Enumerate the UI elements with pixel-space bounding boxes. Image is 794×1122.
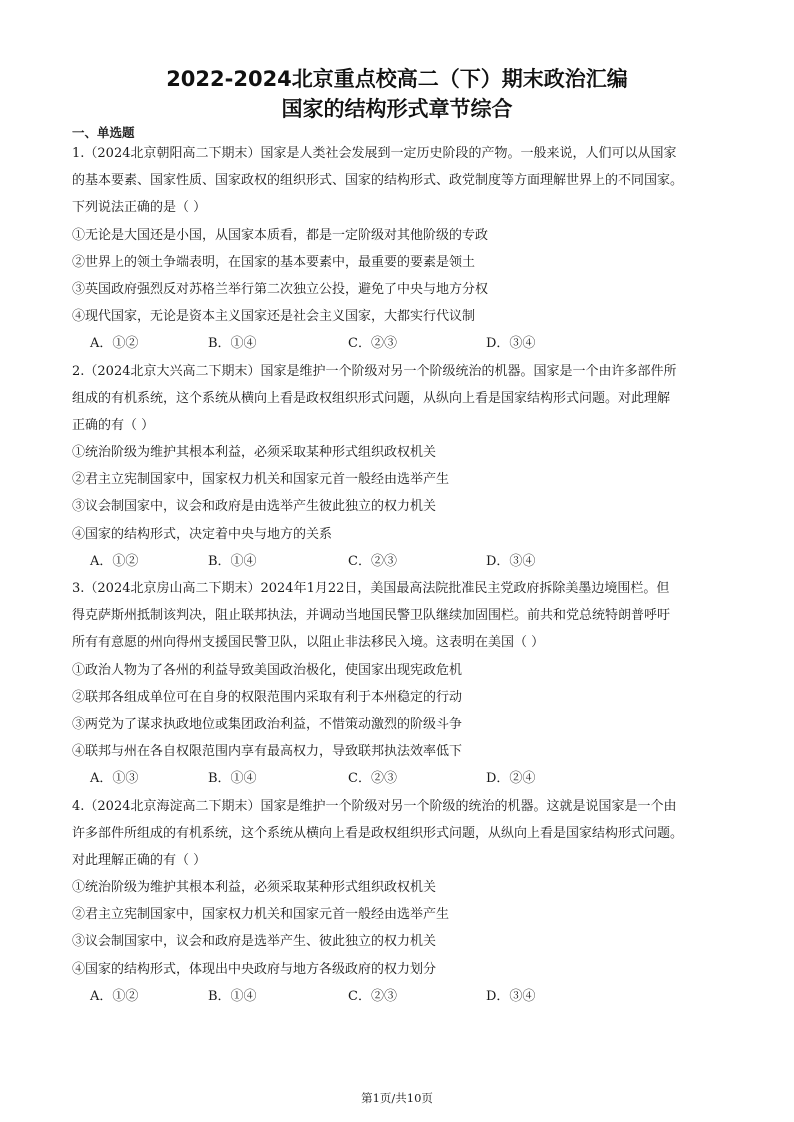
option-b[interactable]: B．①④ xyxy=(208,771,257,787)
statement-2: ②联邦各组成单位可在自身的权限范围内采取有利于本州稳定的行动 xyxy=(72,689,463,705)
option-a[interactable]: A．①② xyxy=(90,336,139,352)
option-d[interactable]: D．③④ xyxy=(486,553,536,569)
answer-options xyxy=(72,765,724,792)
option-c[interactable]: C．②③ xyxy=(348,336,397,352)
question-1 xyxy=(72,140,724,358)
option-c[interactable]: C．②③ xyxy=(348,988,397,1004)
statement-4: ④国家的结构形式，体现出中央政府与地方各级政府的权力划分 xyxy=(72,961,437,977)
question-line: 对此理解正确的有（ ） xyxy=(72,852,207,868)
page-number: 第1页/共10页 xyxy=(361,1091,433,1105)
question-line: 正确的有（ ） xyxy=(72,417,155,433)
statement-4: ④国家的结构形式，决定着中央与地方的关系 xyxy=(72,526,333,542)
option-b[interactable]: B．①④ xyxy=(208,336,257,352)
option-d[interactable]: D．③④ xyxy=(486,988,536,1004)
question-line: 得克萨斯州抵制该判决，阻止联邦执法，并调动当地国民警卫队继续加固围栏。前共和党总统特朗普呼吁 xyxy=(72,608,671,624)
statement-2: ②君主立宪制国家中，国家权力机关和国家元首一般经由选举产生 xyxy=(72,907,450,923)
option-d[interactable]: D．③④ xyxy=(486,336,536,352)
statement-3: ③两党为了谋求执政地位或集团政治利益，不惜策动激烈的阶级斗争 xyxy=(72,716,463,732)
question-line: 许多部件所组成的有机系统，这个系统从横向上看是政权组织形式问题，从纵向上看是国家结构形式问题。 xyxy=(72,825,684,841)
question-line: 所有有意愿的州向得州支援国民警卫队，以阻止非法移民入境。这表明在美国（ ） xyxy=(72,635,545,651)
question-line: 1.（2024北京朝阳高二下期末）国家是人类社会发展到一定历史阶段的产物。一般来说，人们可以从国家 xyxy=(72,146,677,161)
statement-2: ②君主立宪制国家中，国家权力机关和国家元首一般经由选举产生 xyxy=(72,472,450,488)
option-b[interactable]: B．①④ xyxy=(208,988,257,1004)
statement-1: ①统治阶级为维护其根本利益，必须采取某种形式组织政权机关 xyxy=(72,880,437,896)
question-line: 2.（2024北京大兴高二下期末）国家是维护一个阶级对另一个阶级统治的机器。国家是一个由许多部件所 xyxy=(72,363,677,379)
option-a[interactable]: A．①③ xyxy=(90,771,139,787)
question-4 xyxy=(72,793,724,1011)
statement-3: ③议会制国家中，议会和政府是选举产生、彼此独立的权力机关 xyxy=(72,934,437,950)
document-subtitle: 国家的结构形式章节综合 xyxy=(281,97,513,121)
question-list xyxy=(72,140,724,1010)
statement-1: ①统治阶级为维护其根本利益，必须采取某种形式组织政权机关 xyxy=(72,445,437,461)
question-line: 的基本要素、国家性质、国家政权的组织形式、国家的结构形式、政党制度等方面理解世界上的不同国家。 xyxy=(72,173,684,189)
document-title: 2022-2024北京重点校高二（下）期末政治汇编 xyxy=(166,67,628,91)
question-line: 组成的有机系统，这个系统从横向上看是政权组织形式问题，从纵向上看是国家结构形式问题。对此理解 xyxy=(72,390,671,406)
statement-1: ①政治人物为了各州的利益导致美国政治极化，使国家出现宪政危机 xyxy=(72,662,463,678)
statement-4: ④现代国家，无论是资本主义国家还是社会主义国家，大都实行代议制 xyxy=(72,309,476,325)
option-d[interactable]: D．②④ xyxy=(486,771,536,787)
option-a[interactable]: A．①② xyxy=(90,553,139,569)
option-c[interactable]: C．②③ xyxy=(348,771,397,787)
statement-4: ④联邦与州在各自权限范围内享有最高权力，导致联邦执法效率低下 xyxy=(72,744,463,760)
statement-3: ③英国政府强烈反对苏格兰举行第二次独立公投，避免了中央与地方分权 xyxy=(72,281,489,297)
question-3 xyxy=(72,575,724,793)
answer-options xyxy=(72,983,724,1010)
answer-options xyxy=(72,548,724,575)
question-line: 下列说法正确的是（ ） xyxy=(72,200,207,216)
statement-2: ②世界上的领土争端表明，在国家的基本要素中，最重要的要素是领土 xyxy=(72,254,476,270)
statement-1: ①无论是大国还是小国，从国家本质看，都是一定阶级对其他阶级的专政 xyxy=(72,227,489,243)
option-a[interactable]: A．①② xyxy=(90,988,139,1004)
question-line: 4.（2024北京海淀高二下期末）国家是维护一个阶级对另一个阶级的统治的机器。这就是说国家是一个由 xyxy=(72,798,677,814)
answer-options xyxy=(72,330,724,357)
section-heading: 一、单选题 xyxy=(72,125,135,140)
option-b[interactable]: B．①④ xyxy=(208,553,257,569)
statement-3: ③议会制国家中，议会和政府是由选举产生彼此独立的权力机关 xyxy=(72,499,437,515)
question-2 xyxy=(72,358,724,576)
option-c[interactable]: C．②③ xyxy=(348,553,397,569)
question-line: 3.（2024北京房山高二下期末）2024年1月22日，美国最高法院批准民主党政府拆除美墨边境围栏。但 xyxy=(72,581,670,596)
